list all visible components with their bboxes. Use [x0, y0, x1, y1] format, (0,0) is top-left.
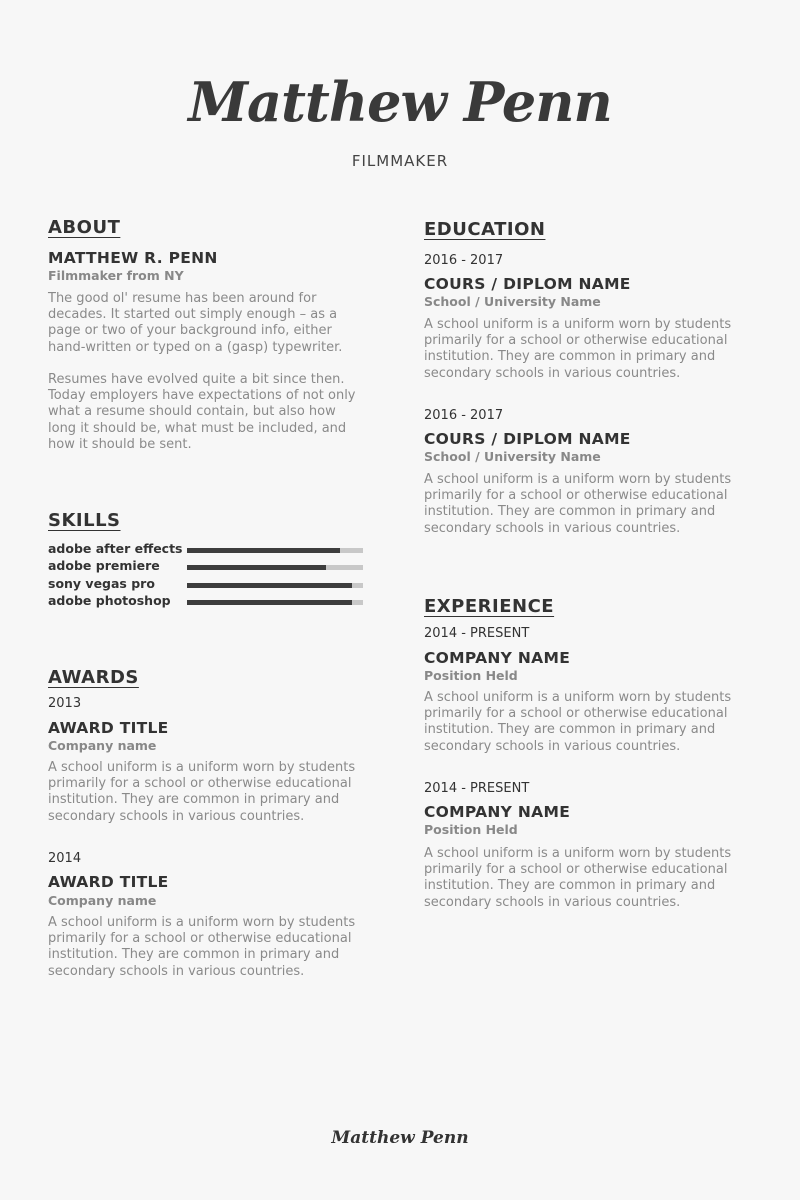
skill-bar — [187, 548, 363, 553]
skill-label: adobe premiere — [48, 558, 160, 573]
experience-title: EXPERIENCE — [424, 596, 555, 617]
footer-signature: Matthew Penn — [331, 1128, 469, 1148]
skills-title: SKILLS — [48, 510, 121, 531]
award-title: AWARD TITLE — [48, 719, 169, 737]
award-description: A school uniform is a uniform worn by students primarily for a school or otherwise educational institution. They are common in primary and secondary schools in various countries. — [48, 915, 356, 979]
experience-description: A school uniform is a uniform worn by students primarily for a school or otherwise educational institution. They are common in primary and secondary schools in various countries. — [424, 690, 732, 754]
experience-company: COMPANY NAME — [424, 803, 571, 821]
skill-bar — [187, 583, 363, 588]
skill-label: adobe photoshop — [48, 593, 171, 608]
experience-description: A school uniform is a uniform worn by students primarily for a school or otherwise educational institution. They are common in primary and secondary schools in various countries. — [424, 846, 732, 910]
education-title: EDUCATION — [424, 219, 546, 240]
education-school: School / University Name — [424, 294, 601, 309]
education-course: COURS / DIPLOM NAME — [424, 430, 631, 448]
skill-bar-fill — [187, 600, 352, 605]
experience-years: 2014 - PRESENT — [424, 781, 530, 796]
skill-bar-fill — [187, 583, 352, 588]
education-description: A school uniform is a uniform worn by students primarily for a school or otherwise educational institution. They are common in primary and secondary schools in various countries. — [424, 317, 732, 381]
education-years: 2016 - 2017 — [424, 253, 504, 268]
skill-bar — [187, 600, 363, 605]
skill-label: adobe after effects — [48, 541, 183, 556]
about-name: MATTHEW R. PENN — [48, 249, 218, 267]
about-subtitle: Filmmaker from NY — [48, 268, 184, 283]
education-course: COURS / DIPLOM NAME — [424, 275, 631, 293]
experience-position: Position Held — [424, 822, 518, 837]
about-paragraph-2: Resumes have evolved quite a bit since then. Today employers have expectations of not only what a resume should contain, but also how long it should be, what must be included, and how it should be sent. — [48, 372, 356, 452]
about-paragraph-1: The good ol' resume has been around for decades. It started out simply enough – as a page or two of your background info, either hand-written or typed on a (gasp) typewriter. — [48, 291, 343, 355]
about-title: ABOUT — [48, 217, 121, 238]
resume-name: Matthew Penn — [188, 70, 612, 134]
award-title: AWARD TITLE — [48, 873, 169, 891]
award-description: A school uniform is a uniform worn by students primarily for a school or otherwise educational institution. They are common in primary and secondary schools in various countries. — [48, 760, 356, 824]
experience-position: Position Held — [424, 668, 518, 683]
resume-role: FILMMAKER — [351, 152, 449, 170]
award-year: 2013 — [48, 696, 82, 711]
skill-label: sony vegas pro — [48, 576, 155, 591]
experience-years: 2014 - PRESENT — [424, 626, 530, 641]
award-company: Company name — [48, 738, 157, 753]
award-company: Company name — [48, 893, 157, 908]
award-year: 2014 — [48, 851, 82, 866]
skill-bar — [187, 565, 363, 570]
education-school: School / University Name — [424, 449, 601, 464]
education-description: A school uniform is a uniform worn by students primarily for a school or otherwise educational institution. They are common in primary and secondary schools in various countries. — [424, 472, 732, 536]
awards-title: AWARDS — [48, 667, 139, 688]
skill-bar-fill — [187, 548, 340, 553]
experience-company: COMPANY NAME — [424, 649, 571, 667]
skill-bar-fill — [187, 565, 326, 570]
education-years: 2016 - 2017 — [424, 408, 504, 423]
